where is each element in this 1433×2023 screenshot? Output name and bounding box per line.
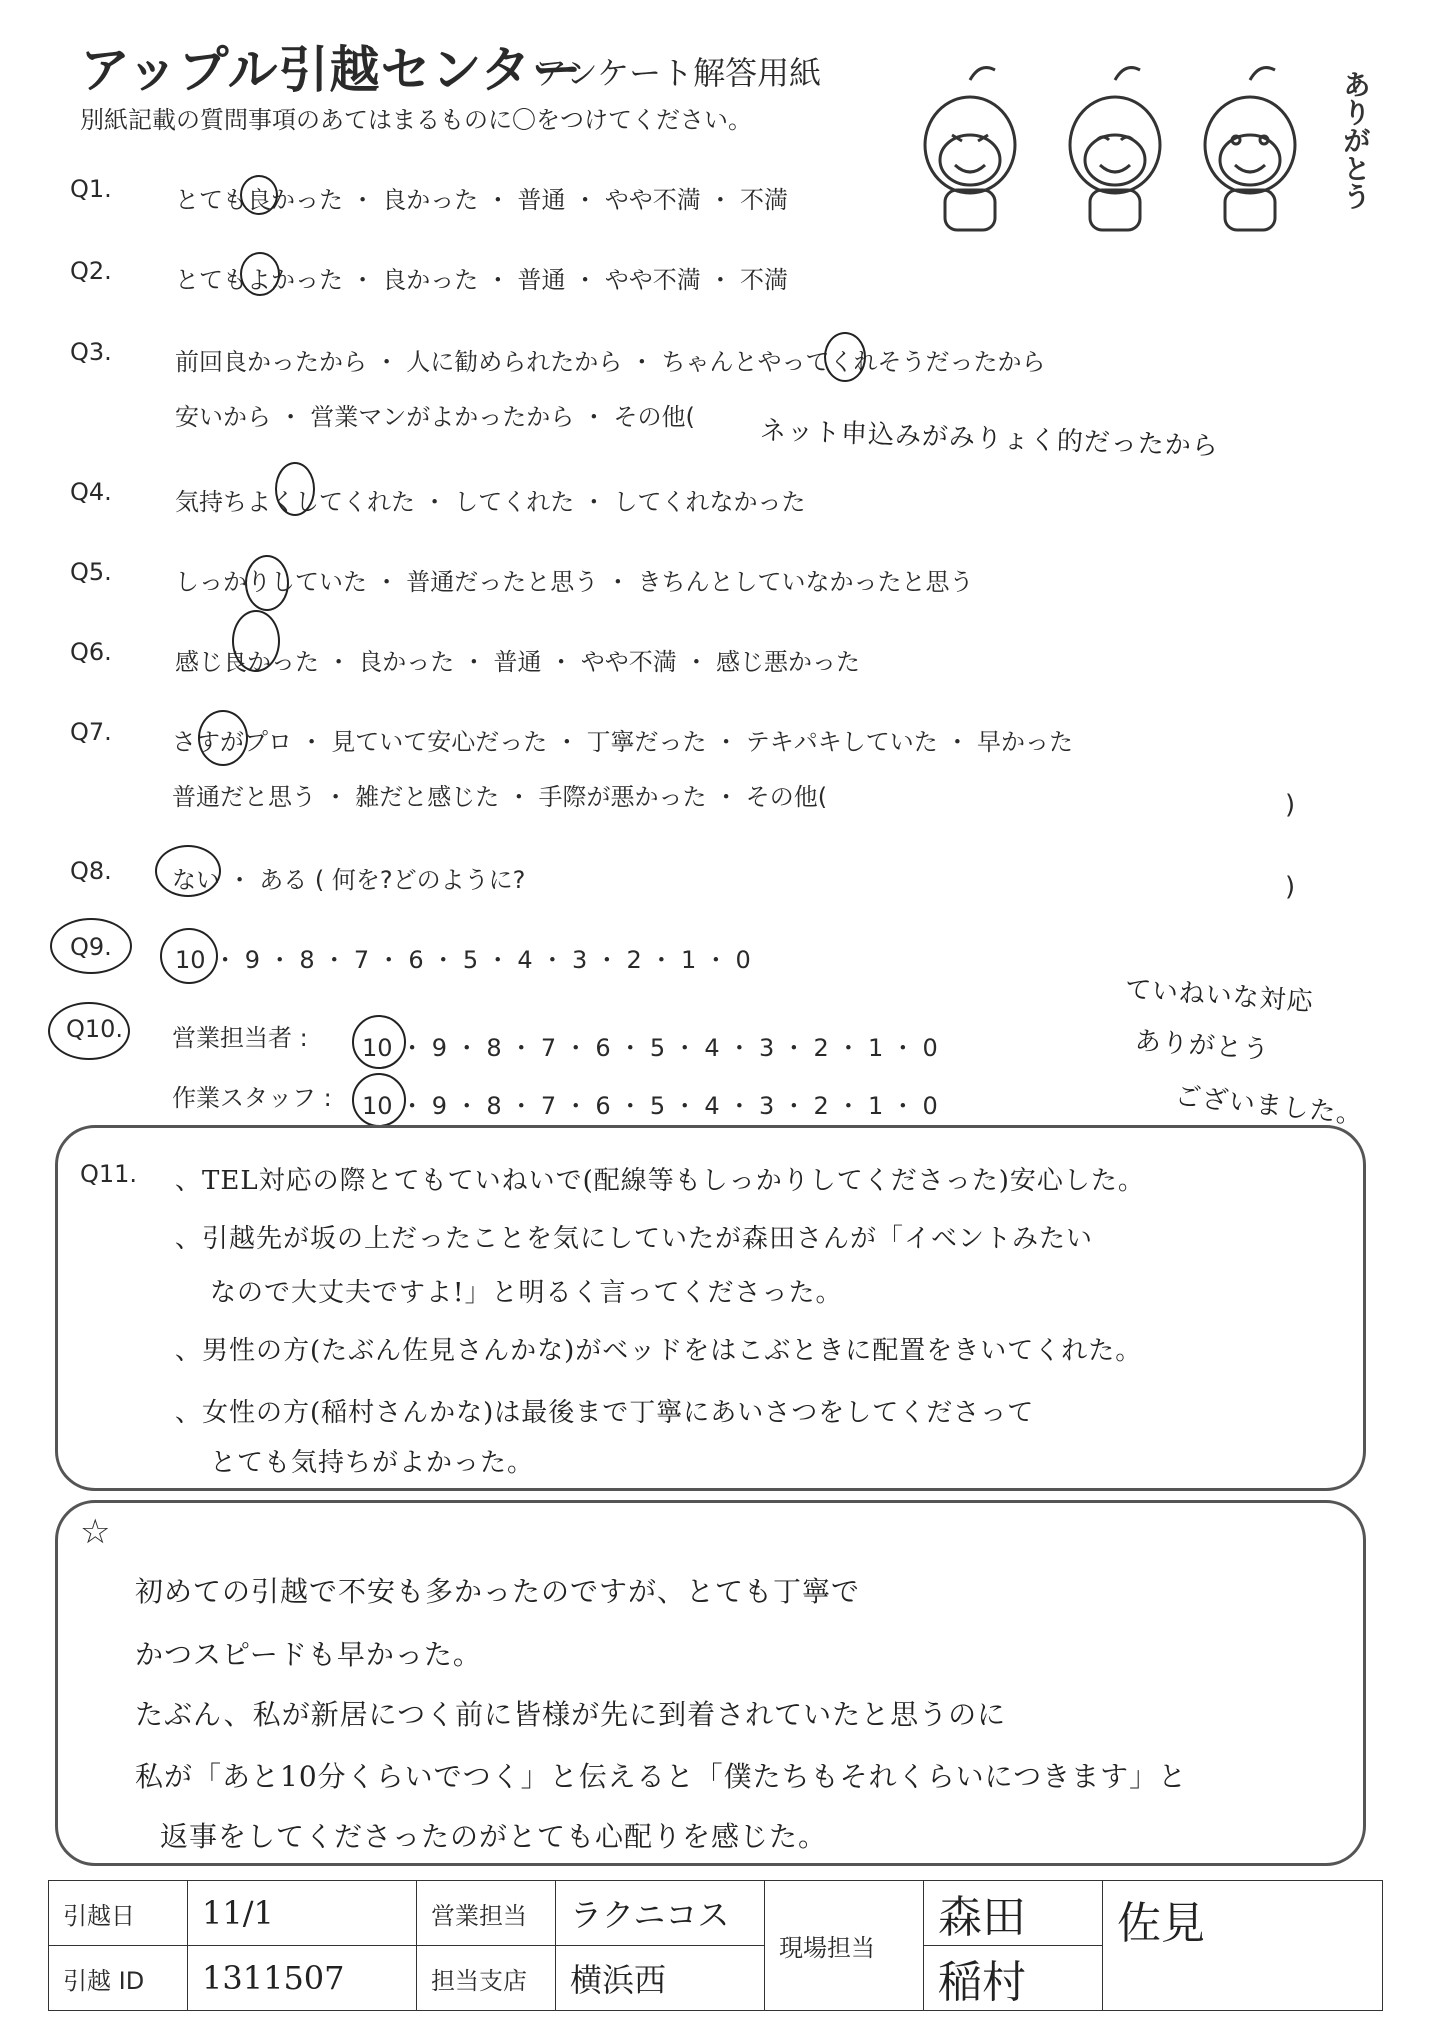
- sales-label: 営業担当: [417, 1881, 556, 1946]
- q11-line: 、引越先が坂の上だったことを気にしていたが森田さんが「イベントみたい: [175, 1224, 1094, 1254]
- answer-circle: [824, 332, 866, 382]
- q11-number: Q11.: [80, 1160, 138, 1188]
- thanks-text: ありがとう: [1339, 70, 1372, 210]
- q3-options-line1: 前回良かったから ・ 人に勧められたから ・ ちゃんとやってくれそうだったから: [175, 348, 1046, 376]
- q9-number: Q9.: [70, 933, 112, 961]
- q6-options: 感じ良かった ・ 良かった ・ 普通 ・ やや不満 ・ 感じ悪かった: [175, 648, 861, 676]
- star-icon: ☆: [80, 1512, 111, 1552]
- form-subtitle: アンケート解答用紙: [535, 54, 822, 92]
- answer-circle: [245, 555, 289, 611]
- q11-line: 、TEL対応の際とてもていねいで(配線等もしっかりしてくださった)安心した。: [175, 1166, 1145, 1196]
- move-date-label: 引越日: [49, 1881, 188, 1946]
- q11-line: とても気持ちがよかった。: [210, 1448, 535, 1478]
- star-comment-line: 返事をしてくださったのがとても心配りを感じた。: [160, 1820, 828, 1853]
- answer-circle: [352, 1015, 406, 1069]
- monkey-icon: [1205, 68, 1295, 230]
- q2-options: とてもよかった ・ 良かった ・ 普通 ・ やや不満 ・ 不満: [175, 266, 789, 294]
- move-info-table: [48, 1880, 1383, 2011]
- q11-line: なので大丈夫ですよ!」と明るく言ってくださった。: [210, 1278, 843, 1308]
- site-staff-2: 稲村: [924, 1946, 1103, 2011]
- instruction-text: 別紙記載の質問事項のあてはまるものに〇をつけてください。: [80, 106, 752, 134]
- answer-circle: [240, 252, 280, 296]
- star-comment-line: かつスピードも早かった。: [135, 1638, 482, 1671]
- answer-circle: [240, 175, 278, 215]
- q10-note-3: ございました。: [1173, 1081, 1365, 1131]
- answer-circle: [155, 845, 221, 897]
- q8-close-paren: ): [1285, 872, 1296, 902]
- sales-value: ラクニコス: [556, 1881, 765, 1946]
- question-circle: [50, 918, 132, 974]
- star-comment-line: 私が「あと10分くらいでつく」と伝えると「僕たちもそれくらいにつきます」と: [135, 1760, 1188, 1793]
- site-staff-1: 森田: [924, 1881, 1103, 1946]
- q10-note-1: ていねいな対応: [1124, 974, 1315, 1018]
- site-staff-label: 現場担当: [765, 1881, 924, 2011]
- answer-circle: [198, 710, 248, 766]
- q10-note-2: ありがとう: [1133, 1026, 1271, 1066]
- star-comment-line: 初めての引越で不安も多かったのですが、とても丁寧で: [135, 1575, 861, 1608]
- mascot-illustration: [900, 50, 1370, 240]
- q5-number: Q5.: [70, 558, 112, 586]
- q10-staff-scale: 10 ・ 9 ・ 8 ・ 7 ・ 6 ・ 5 ・ 4 ・ 3 ・ 2 ・ 1 ・ 0: [362, 1092, 938, 1120]
- answer-circle: [275, 462, 315, 516]
- q5-options: しっかりしていた ・ 普通だったと思う ・ きちんとしていなかったと思う: [175, 568, 974, 596]
- q7-options-line2: 普通だと思う ・ 雑だと感じた ・ 手際が悪かった ・ その他(: [172, 783, 828, 811]
- branch-label: 担当支店: [417, 1946, 556, 2011]
- question-circle: [48, 1002, 130, 1060]
- move-date-value: 11/1: [188, 1881, 417, 1946]
- q9-scale: 10 ・ 9 ・ 8 ・ 7 ・ 6 ・ 5 ・ 4 ・ 3 ・ 2 ・ 1 ・ 0: [175, 946, 751, 974]
- answer-circle: [232, 610, 280, 672]
- q7-number: Q7.: [70, 718, 112, 746]
- q2-number: Q2.: [70, 257, 112, 285]
- q7-options-line1: さすがプロ ・ 見ていて安心だった ・ 丁寧だった ・ テキパキしていた ・ 早かった: [172, 728, 1074, 756]
- answer-circle: [160, 928, 218, 984]
- move-id-value: 1311507: [188, 1946, 417, 2011]
- move-id-label: 引越 ID: [49, 1946, 188, 2011]
- q3-number: Q3.: [70, 338, 112, 366]
- q4-number: Q4.: [70, 478, 112, 506]
- q10-sales-scale: 10 ・ 9 ・ 8 ・ 7 ・ 6 ・ 5 ・ 4 ・ 3 ・ 2 ・ 1 ・ 0: [362, 1034, 938, 1062]
- q11-line: 、男性の方(たぶん佐見さんかな)がベッドをはこぶときに配置をきいてくれた。: [175, 1336, 1143, 1366]
- q10-number: Q10.: [66, 1015, 124, 1043]
- q7-close-paren: ): [1285, 790, 1296, 820]
- q11-line: 、女性の方(稲村さんかな)は最後まで丁寧にあいさつをしてくださって: [175, 1398, 1035, 1428]
- answer-circle: [352, 1073, 406, 1127]
- branch-value: 横浜西: [556, 1946, 765, 2011]
- q8-number: Q8.: [70, 857, 112, 885]
- q10-staff-label: 作業スタッフ :: [172, 1084, 332, 1112]
- q1-number: Q1.: [70, 175, 112, 203]
- q8-options: ない ・ ある ( 何を?どのように?: [172, 866, 526, 894]
- free-comment-box: [55, 1500, 1366, 1866]
- q1-options: とても良かった ・ 良かった ・ 普通 ・ やや不満 ・ 不満: [175, 186, 789, 214]
- q10-sales-label: 営業担当者 :: [172, 1024, 308, 1052]
- monkey-icon: [1070, 68, 1160, 230]
- q3-handwritten-answer: ネット申込みがみりょく的だったから: [759, 415, 1220, 462]
- q6-number: Q6.: [70, 638, 112, 666]
- q4-options: 気持ちよくしてくれた ・ してくれた ・ してくれなかった: [175, 488, 806, 516]
- monkey-icon: [925, 68, 1015, 230]
- star-comment-line: たぶん、私が新居につく前に皆様が先に到着されていたと思うのに: [135, 1698, 1007, 1731]
- page-title: アップル引越センター: [80, 41, 583, 99]
- q3-options-line2: 安いから ・ 営業マンがよかったから ・ その他(: [175, 403, 695, 431]
- site-staff-3: 佐見: [1103, 1881, 1383, 2011]
